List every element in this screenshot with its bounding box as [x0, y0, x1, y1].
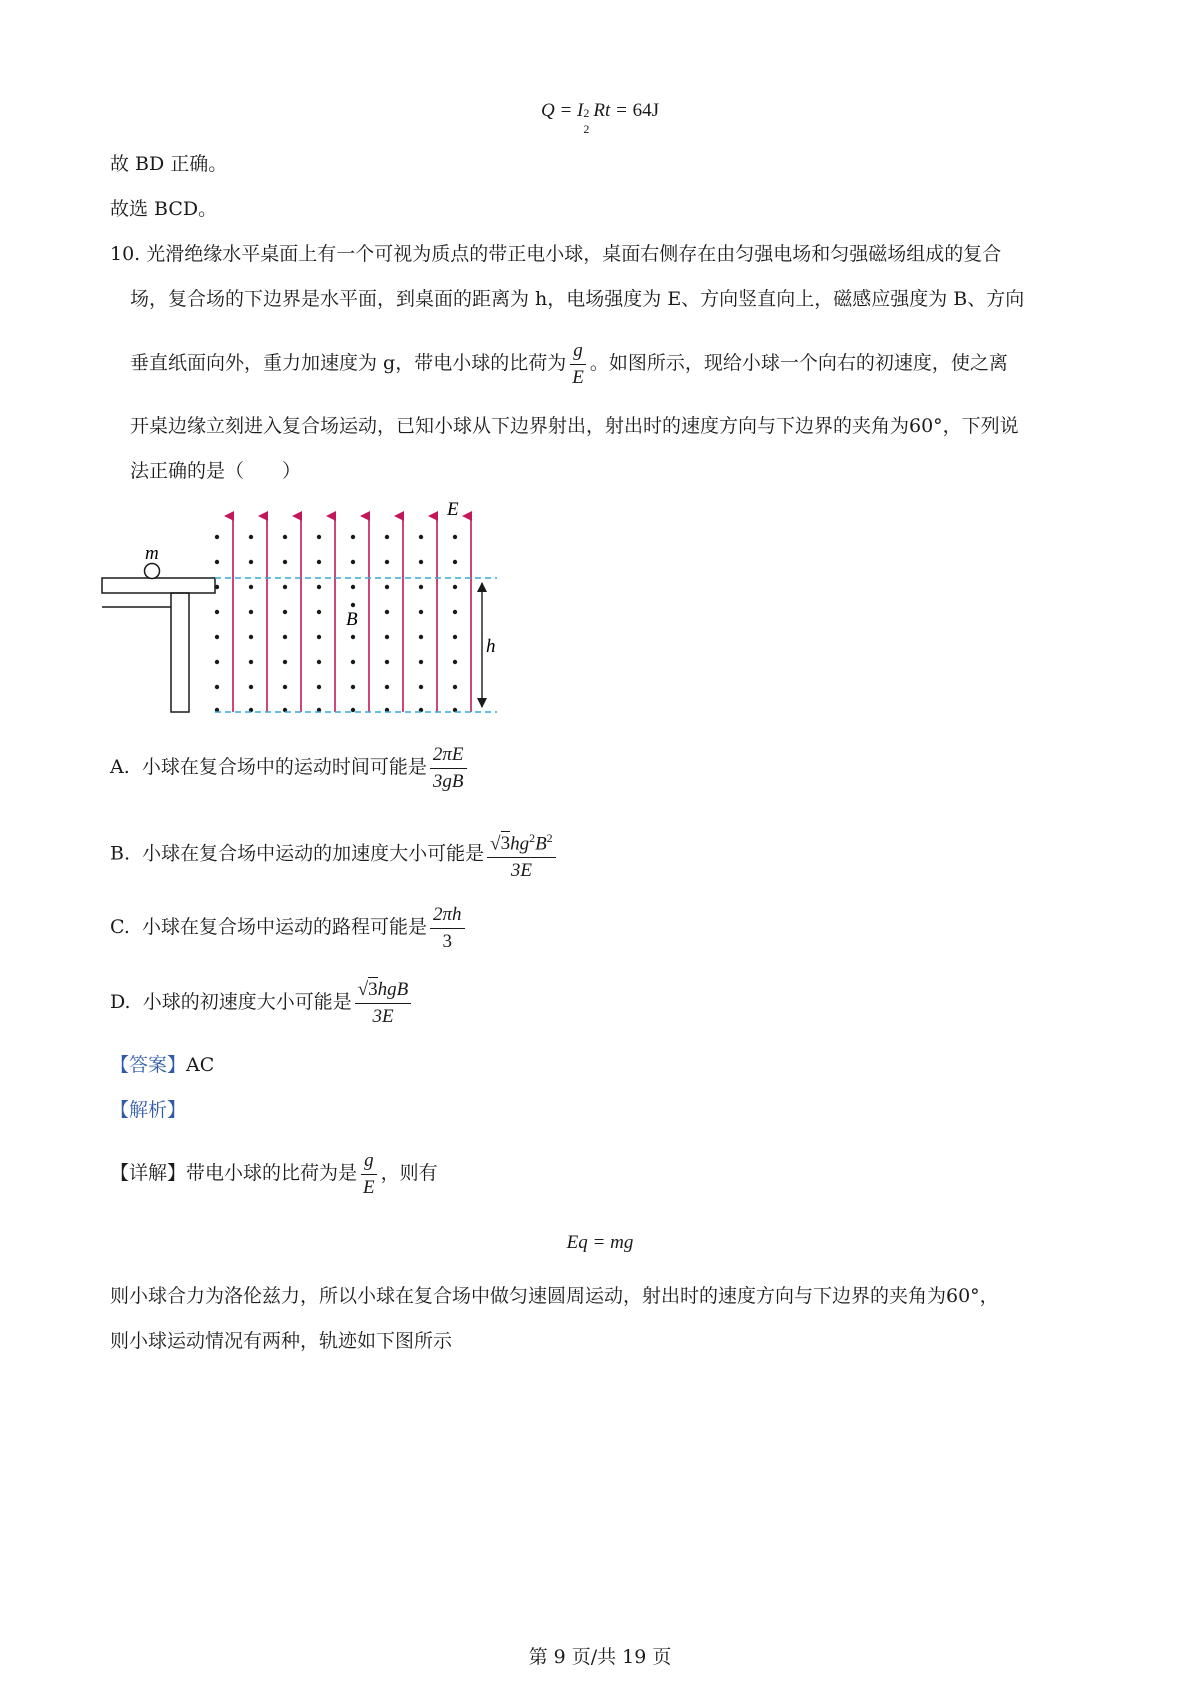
table: [102, 578, 215, 712]
prev-conclusion-2: 故选 BCD。: [110, 198, 218, 220]
analysis-tag: 【解析】: [110, 1099, 187, 1121]
force-balance-equation: Eq = mg: [566, 1232, 634, 1253]
page-footer: 第 9 页/共 19 页: [528, 1646, 672, 1668]
prev-conclusion-1: 故 BD 正确。: [110, 153, 228, 175]
option-b: B. 小球在复合场中运动的加速度大小可能是 $\frac{√3hg^2B^2}{3E}$: [110, 826, 559, 883]
mass-label: m: [145, 543, 159, 564]
energy-formula: Q = I 2 2 Rt = 64J: [540, 100, 659, 136]
question-number: 10.: [110, 243, 141, 265]
detail-tag: 【详解】: [110, 1162, 187, 1184]
detail-line-3: 则小球运动情况有两种，轨迹如下图所示: [110, 1330, 453, 1352]
question-line-1: 10. 光滑绝缘水平桌面上有一个可视为质点的带正电小球，桌面右侧存在由匀强电场和匀强磁场组成的复合: [110, 243, 1002, 265]
ball: [145, 564, 160, 579]
magnetic-field-label: B: [346, 609, 358, 630]
option-d-fraction: $\frac{\text{√3hgB}}{3E}$: [355, 978, 412, 1029]
detail-line-2: 则小球合力为洛伦兹力，所以小球在复合场中做匀速圆周运动，射出时的速度方向与下边界的夹角为60°，: [110, 1285, 999, 1307]
detail-fraction: $\frac{g}{E}$: [363, 1149, 375, 1198]
option-a: A. 小球在复合场中的运动时间可能是 $\frac{2\pi E}{3gB}$: [110, 740, 470, 794]
charge-ratio-fraction: $\frac{g}{E}$: [572, 339, 584, 388]
question-line-3: 垂直纸面向外，重力加速度为 g，带电小球的比荷为 $\frac{g}{E}$ 。如图所示，现给小球一个向右的初速度，使之离: [130, 339, 1008, 388]
field-diagram: [95, 495, 515, 725]
option-c-fraction: $\frac{2\pi h}{3}$: [430, 903, 465, 954]
option-c: C. 小球在复合场中运动的路程可能是 $\frac{2\pi h}{3}$: [110, 900, 468, 954]
electric-field-label: E: [447, 499, 459, 520]
option-b-fraction: $\frac{√3hg^2B^2}{3E}$: [487, 826, 556, 883]
analysis-line: [110, 1096, 186, 1124]
question-line-4: 开桌边缘立刻进入复合场运动，已知小球从下边界射出，射出时的速度方向与下边界的夹角为60°，下列说: [130, 415, 1019, 437]
detail-line-1: 【详解】带电小球的比荷为是 $\frac{g}{E}$ ，则有: [110, 1149, 438, 1198]
height-label: h: [486, 636, 496, 657]
answer-tag: 【答案】: [110, 1054, 187, 1076]
question-line-2: 场，复合场的下边界是水平面，到桌面的距离为 h，电场强度为 E、方向竖直向上，磁感应强度为 B、方向: [130, 288, 1025, 310]
option-a-fraction: $\frac{2\pi E}{3gB}$: [430, 743, 467, 794]
answer-line: [110, 1051, 214, 1079]
option-d: D. 小球的初速度大小可能是 $\frac{\text{√3hgB}}{3E}$: [110, 975, 414, 1029]
answer-value: AC: [186, 1054, 215, 1076]
magnetic-field-dots: [215, 535, 457, 712]
question-line-5: 法正确的是（ ）: [130, 460, 302, 482]
